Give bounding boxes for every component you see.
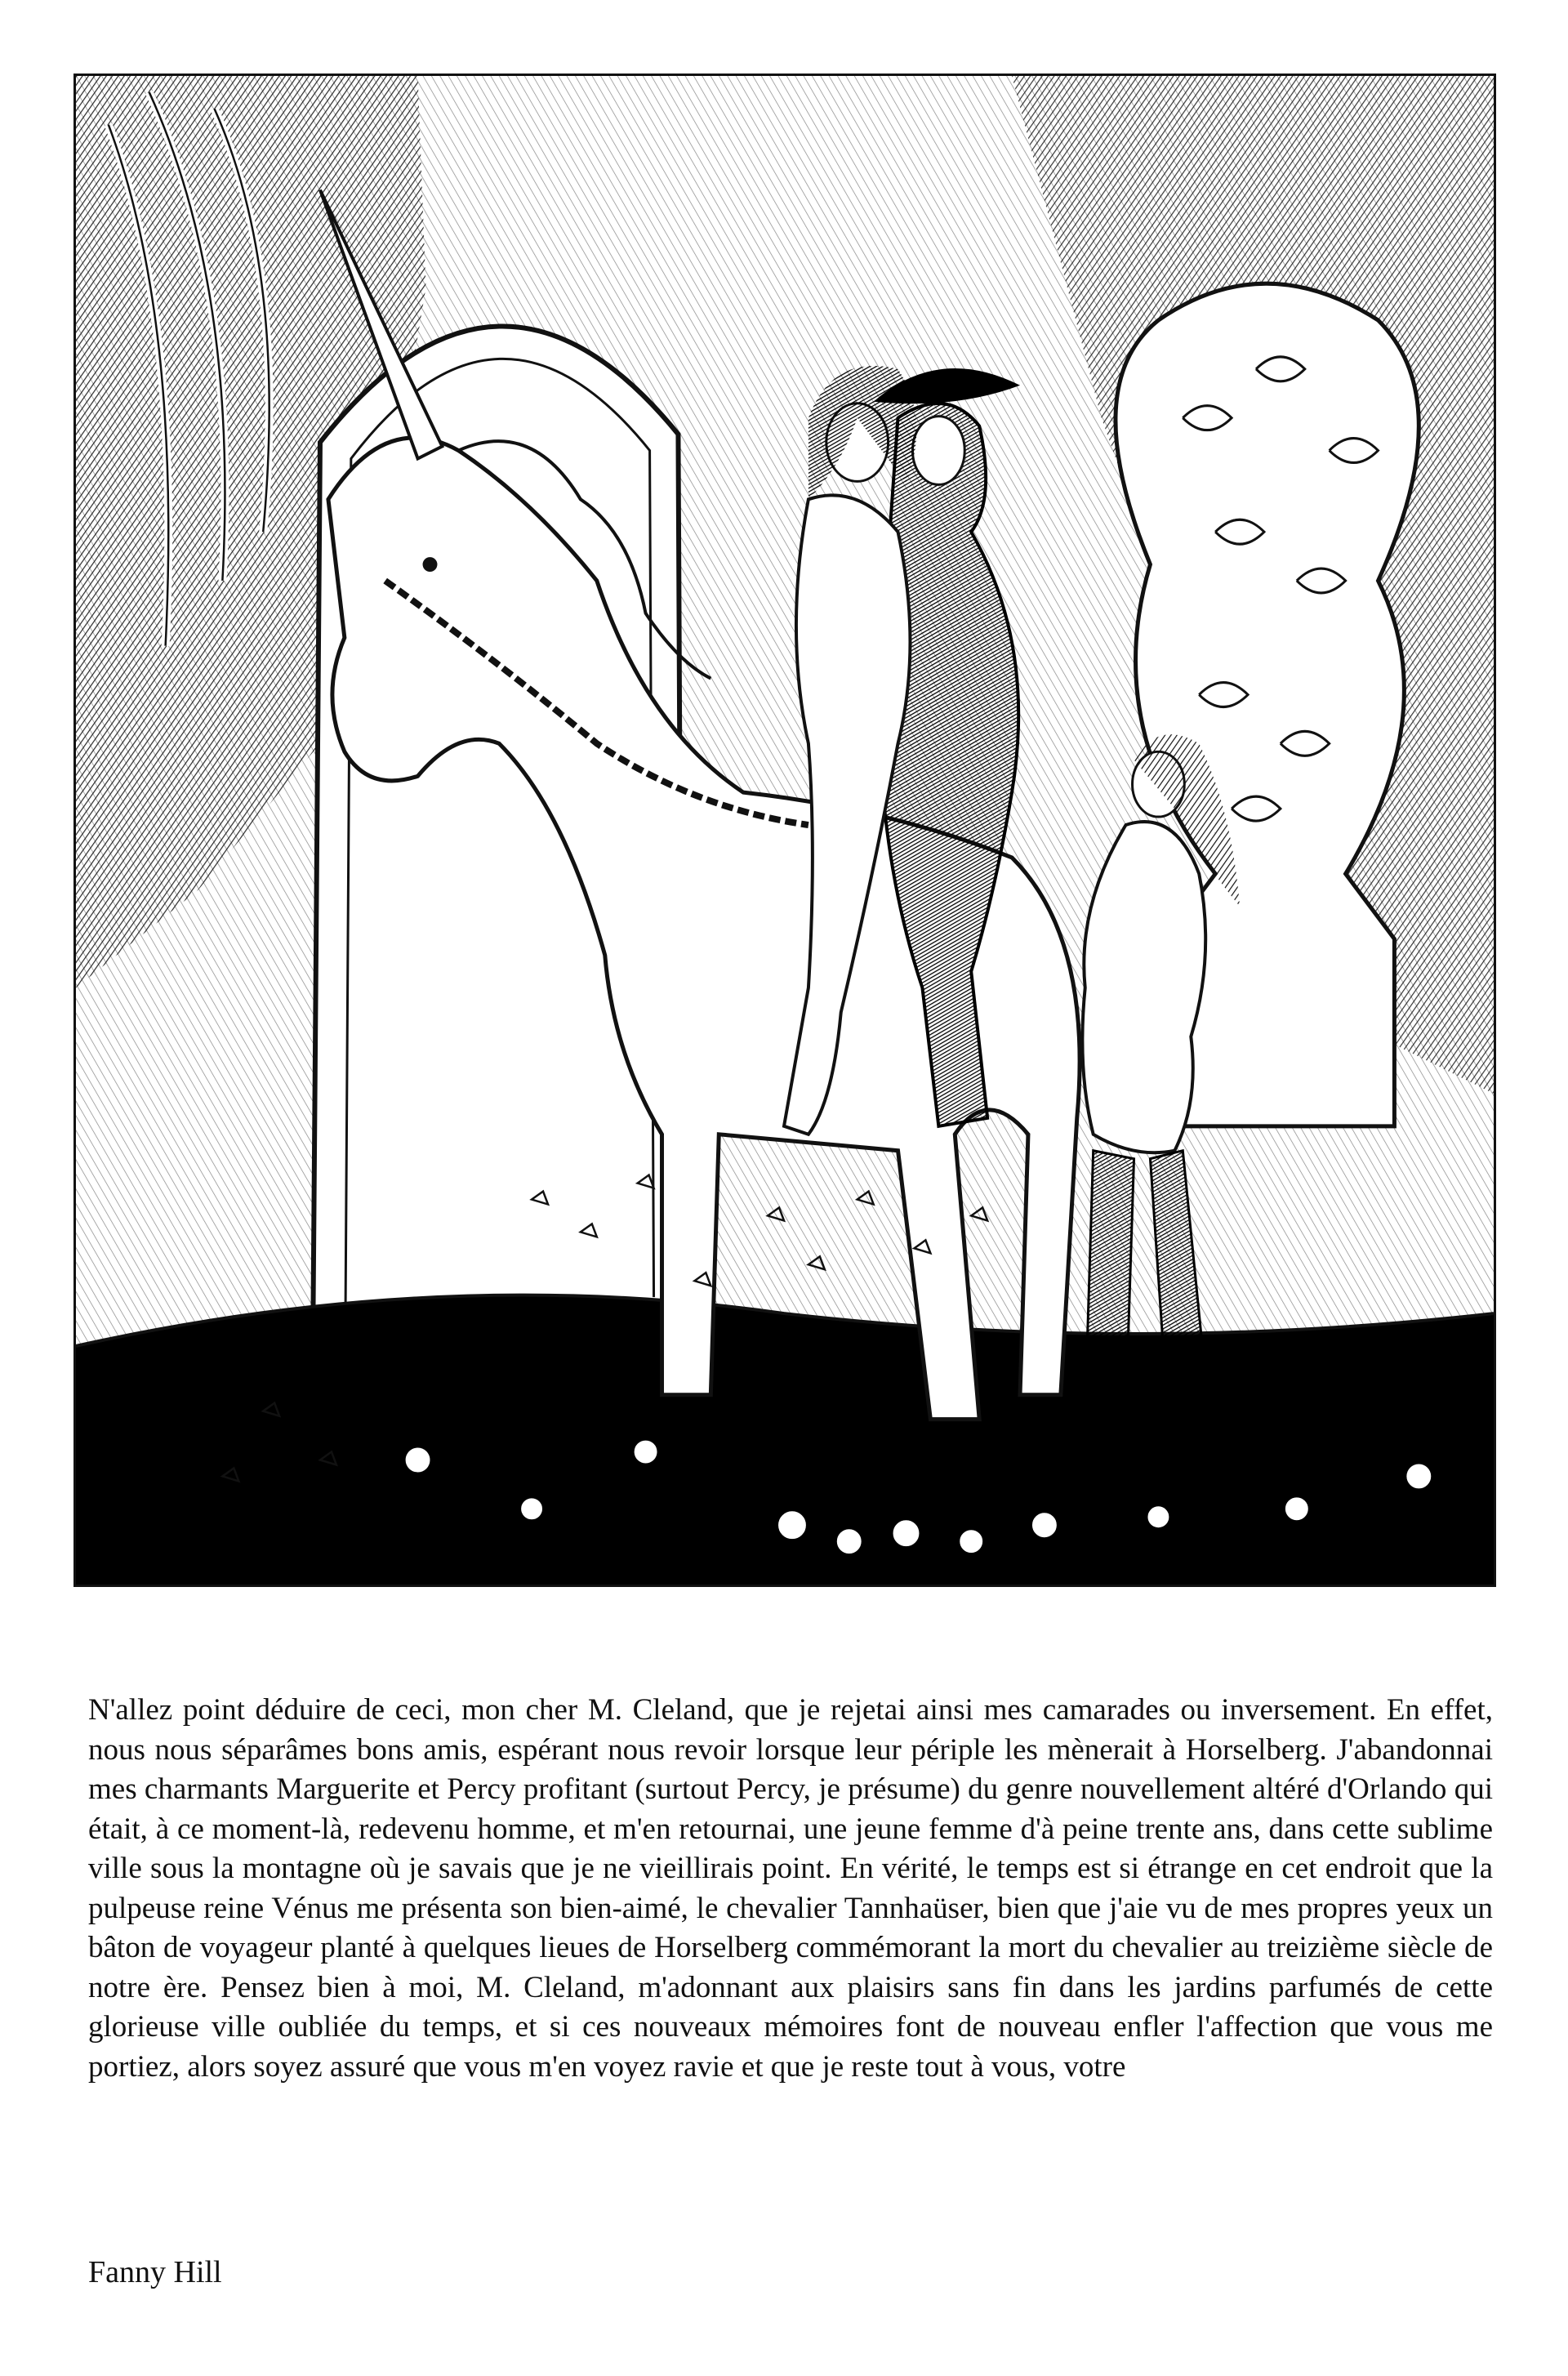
standing-woman bbox=[1082, 822, 1205, 1152]
letter-text bbox=[88, 1691, 1493, 2087]
dark-ground bbox=[76, 1295, 1494, 1585]
illustration-frame bbox=[74, 74, 1496, 1587]
cavalier-face bbox=[912, 417, 964, 485]
unicorn-eye bbox=[423, 557, 438, 572]
signature: Fanny Hill bbox=[88, 2255, 222, 2289]
unicorn-riders-engraving-icon bbox=[76, 76, 1494, 1585]
letter-body: N'allez point déduire de ceci, mon cher M. Cleland, que je rejetai ainsi mes camarades ou inversement. En effet, nous nous séparâmes bons amis, espérant nous revoir lorsque leur périple les mènerait à Horselberg. J'abandonnai mes charmants Marguerite et Percy profitant (surtout Percy, je présume) du genre nouvellement altéré d'Orlando qui était, à ce moment-là, redevenu homme, et m'en retournai, une jeune femme d'à peine trente ans, dans cette sublime ville sous la montagne où je savais que je ne vieillirais point. En vérité, le temps est si étrange en cet endroit que la pulpeuse reine Vénus me présenta son bien-aimé, le chevalier Tannhaüser, bien que j'aie vu de mes propres yeux un bâton de voyageur planté à quelques lieues de Horselberg commémorant la mort du chevalier au treizième siècle de notre ère. Pensez bien à moi, M. Cleland, m'adonnant aux plaisirs sans fin dans les jardins parfumés de cette glorieuse ville oubliée du temps, et si ces nouveaux mémoires font de nouveau enfler l'affection que vous me portiez, alors soyez assuré que vous m'en voyez ravie et que je reste tout à vous, votre bbox=[88, 1693, 1493, 2084]
